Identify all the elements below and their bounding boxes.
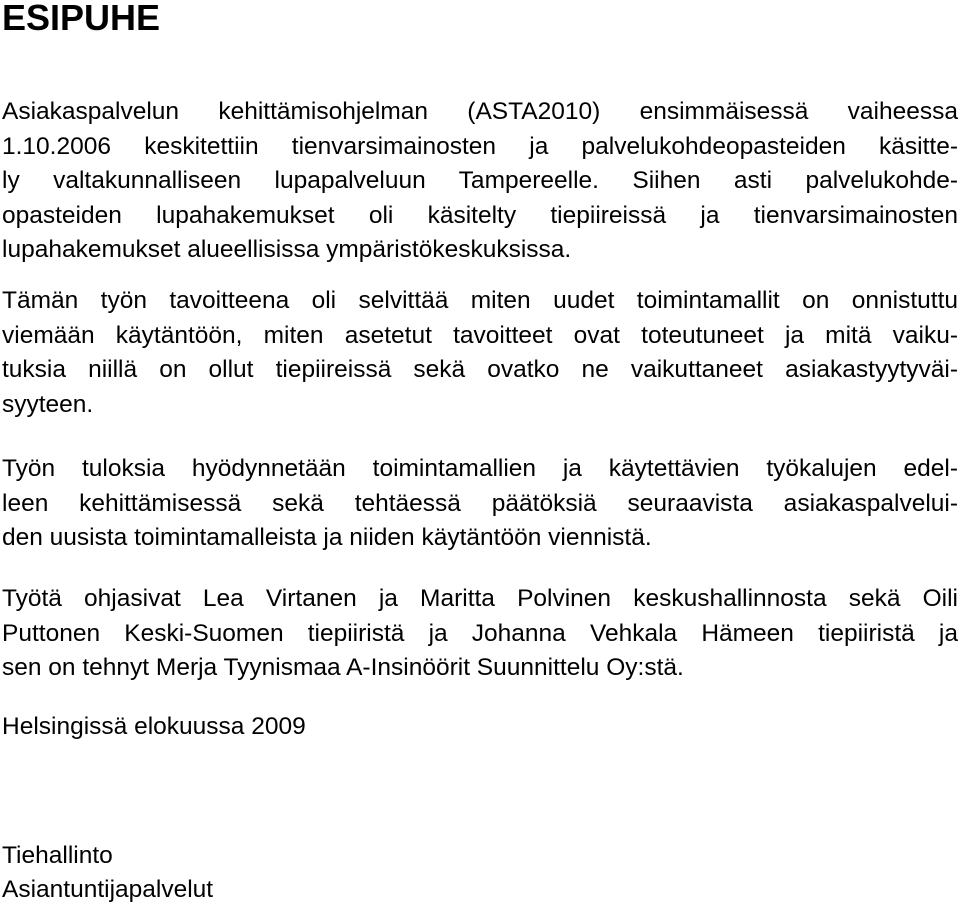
paragraph-objective (2, 284, 958, 422)
paragraph-line: lupahakemukset alueellisissa ympäristökeskuksissa. (2, 236, 572, 263)
signature-unit: Asiantuntijapalvelut (2, 876, 214, 903)
paragraph-line: den uusista toimintamalleista ja niiden käytäntöön viennistä. (2, 524, 652, 551)
paragraph-line: opasteiden lupahakemukset oli käsitelty tiepiireissä ja tienvarsimainosten (2, 201, 958, 229)
paragraph-line: syyteen. (2, 390, 94, 418)
paragraph-line: Puttonen Keski-Suomen tiepiiristä ja Johanna Vehkala Hämeen tiepiiristä ja (2, 619, 958, 647)
paragraph-line: tuksia niillä on ollut tiepiireissä sekä ovatko ne vaikuttaneet asiakastyytyväi- (2, 356, 958, 383)
paragraph-line: Työtä ohjasivat Lea Virtanen ja Maritta Polvinen keskushallinnosta sekä Oili (2, 585, 958, 612)
page-title: ESIPUHE (2, 0, 161, 38)
signature-organization: Tiehallinto (2, 842, 113, 869)
paragraph-results (2, 452, 958, 556)
paragraph-line: 1.10.2006 keskitettiin tienvarsimainosten ja palvelukohdeopasteiden käsitte- (2, 132, 958, 160)
paragraph-line: Tämän työn tavoitteena oli selvittää miten uudet toimintamallit on onnistuttu (2, 287, 958, 314)
paragraph-line: ly valtakunnalliseen lupapalveluun Tampereelle. Siihen asti palvelukohde- (2, 167, 958, 194)
place-date: Helsingissä elokuussa 2009 (2, 713, 306, 740)
paragraph-line: Työn tuloksia hyödynnetään toimintamallien ja käytettävien työkalujen edel- (2, 455, 958, 482)
paragraph-line: sen on tehnyt Merja Tyynismaa A-Insinöörit Suunnittelu Oy:stä. (2, 654, 684, 681)
paragraph-line: viemään käytäntöön, miten asetetut tavoitteet ovat toteutuneet ja mitä vaiku- (2, 321, 958, 349)
paragraph-background (2, 95, 958, 268)
paragraph-line: Asiakaspalvelun kehittämisohjelman (ASTA2010) ensimmäisessä vaiheessa (2, 98, 958, 125)
paragraph-line: leen kehittämisessä sekä tehtäessä päätöksiä seuraavista asiakaspalvelui- (2, 489, 958, 517)
paragraph-authors (2, 582, 958, 686)
